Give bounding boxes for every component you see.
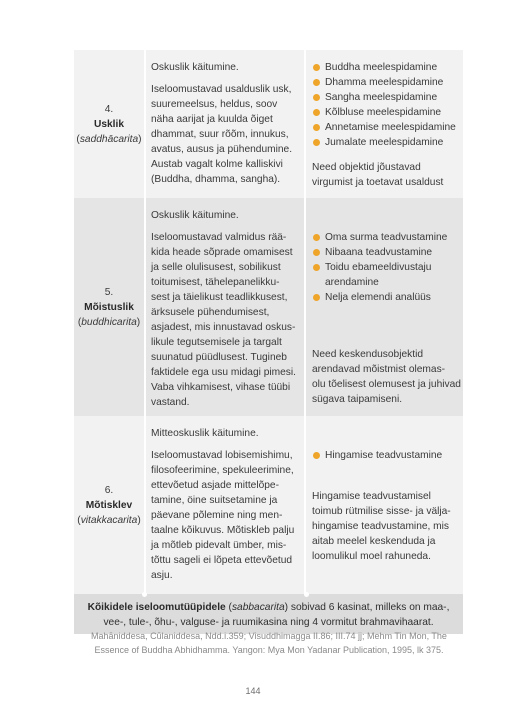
list-item: Nibaana teadvustamine: [312, 245, 461, 260]
behavior-text: Oskuslik käitumine.: [151, 62, 239, 73]
table-row-usklik: [74, 50, 463, 198]
page-number: 144: [245, 686, 261, 696]
separator-dot: [142, 592, 147, 597]
bullet-icon: [313, 249, 320, 256]
bullet-icon: [313, 294, 320, 301]
objects-list: [312, 230, 461, 305]
type-pali: (vitakkacarita): [77, 514, 141, 526]
objects-list: [312, 60, 461, 150]
summary-band: Kõikidele iseloomutüüpidele (sabbacarita) sobivad 6 kasinat, milleks on maa-, vee-, tule-, õhu-, valguse- ja ruumikasina ning 4 vormitut brahmavihaarat.: [74, 594, 463, 634]
description-cell: [144, 198, 306, 416]
objects-cell: [306, 416, 463, 594]
description-text: Iseloomustavad usalduslik usk, suuremeelsus, heldus, soov näha aarijat ja kuulda õiget dhammat, suur rõõm, innukus, avatus, ausus ja pühendumine. Austab vagalt kolme kalliskivi (Buddha, dhamma, sangha).: [151, 84, 293, 185]
bullet-icon: [313, 64, 320, 71]
list-item: Buddha meelespidamine: [312, 60, 461, 75]
list-item: Toidu ebameeldivustaju arendamine: [312, 260, 461, 290]
list-item: Oma surma teadvustamine: [312, 230, 461, 245]
list-item: Jumalate meelespidamine: [312, 135, 461, 150]
character-types-table: [74, 50, 463, 634]
type-cell: [74, 416, 144, 594]
type-name: Mõtisklev: [85, 499, 133, 511]
table-row-motisklev: [74, 416, 463, 594]
source-citation: Mahāniddesa, Cūlaniddesa, Ndd.i.359; Visuddhimagga II.86; III.74 jj; Mehm Tin Mon, The Essence of Buddha Abhidhamma. Yangon: Mya Mon Yadanar Publication, 1995, lk 375.: [91, 631, 447, 655]
behavior-text: Mitteoskuslik käitumine.: [151, 428, 259, 439]
type-cell: [74, 198, 144, 416]
list-item: Annetamise meelespidamine: [312, 120, 461, 135]
bullet-icon: [313, 452, 320, 459]
objects-cell: [306, 50, 463, 198]
table-row-moistuslik: [74, 198, 463, 416]
summary-pali: sabbacarita: [231, 602, 285, 613]
list-item: Dhamma meelespidamine: [312, 75, 461, 90]
type-pali: (saddhācarita): [76, 133, 142, 145]
behavior-text: Oskuslik käitumine.: [151, 210, 239, 221]
objects-note: Need keskendusobjektid arendavad mõistmist olemas- olu tõelisest olemusest ja juhivad sügava taipamiseni.: [312, 349, 461, 405]
description-cell: [144, 50, 306, 198]
bullet-icon: [313, 124, 320, 131]
type-name: Usklik: [93, 118, 124, 130]
type-number: 5.: [104, 286, 114, 298]
bullet-icon: [313, 234, 320, 241]
type-name: Mõistuslik: [84, 301, 134, 313]
objects-note: Need objektid jõustavad virgumist ja toetavat usaldust: [312, 162, 444, 188]
objects-note: Hingamise teadvustamisel toimub rütmilise sisse- ja välja- hingamise teadvustamine, mis aitab meelel keskenduda ja loomulikul moel rahuneda.: [312, 491, 451, 562]
summary-text: sobivad 6 kasinat, milleks on maa-, vee-, tule-, õhu-, valguse- ja ruumikasina ning 4 vormitut brahmavihaarat.: [103, 602, 450, 628]
description-text: Iseloomustavad lobisemishimu, filosofeerimine, spekuleerimine, ettevõetud asjade mittelõpe- tamine, öine suitsetamine ja päevane põlemine ning men- taalne kõikuvus. Mõtiskleb palju ja mõtleb pidevalt ümber, mis- tõttu sageli ei lõpeta ettevõetud asju.: [151, 450, 295, 581]
separator-dot: [304, 592, 309, 597]
type-pali: (buddhicarita): [77, 316, 141, 328]
list-item: Hingamise teadvustamine: [312, 448, 461, 463]
list-item: Nelja elemendi analüüs: [312, 290, 461, 305]
description-text: Iseloomustavad valmidus rää- kida heade sõprade omamisest ja selle olulisusest, sobilikust toitumisest, tähelepanelikku- sest ja täielikust teadlikkusest, ärksusele pühendumisest, asjadest, mis innustavad oskus- likule tegutsemisele ja targalt suunatud püüdlusest. Tugineb faktidele ega usu midagi pimesi. Vaba vihkamisest, vihase tüübi vastand.: [151, 232, 296, 408]
type-cell: [74, 50, 144, 198]
description-cell: [144, 416, 306, 594]
list-item: Sangha meelespidamine: [312, 90, 461, 105]
bullet-icon: [313, 139, 320, 146]
summary-bold: Kõikidele iseloomutüüpidele: [87, 602, 226, 613]
objects-list: [312, 448, 461, 463]
bullet-icon: [313, 264, 320, 271]
objects-cell: [306, 198, 463, 416]
type-number: 6.: [104, 484, 114, 496]
type-number: 4.: [104, 103, 114, 115]
bullet-icon: [313, 79, 320, 86]
bullet-icon: [313, 94, 320, 101]
bullet-icon: [313, 109, 320, 116]
list-item: Kõlbluse meelespidamine: [312, 105, 461, 120]
